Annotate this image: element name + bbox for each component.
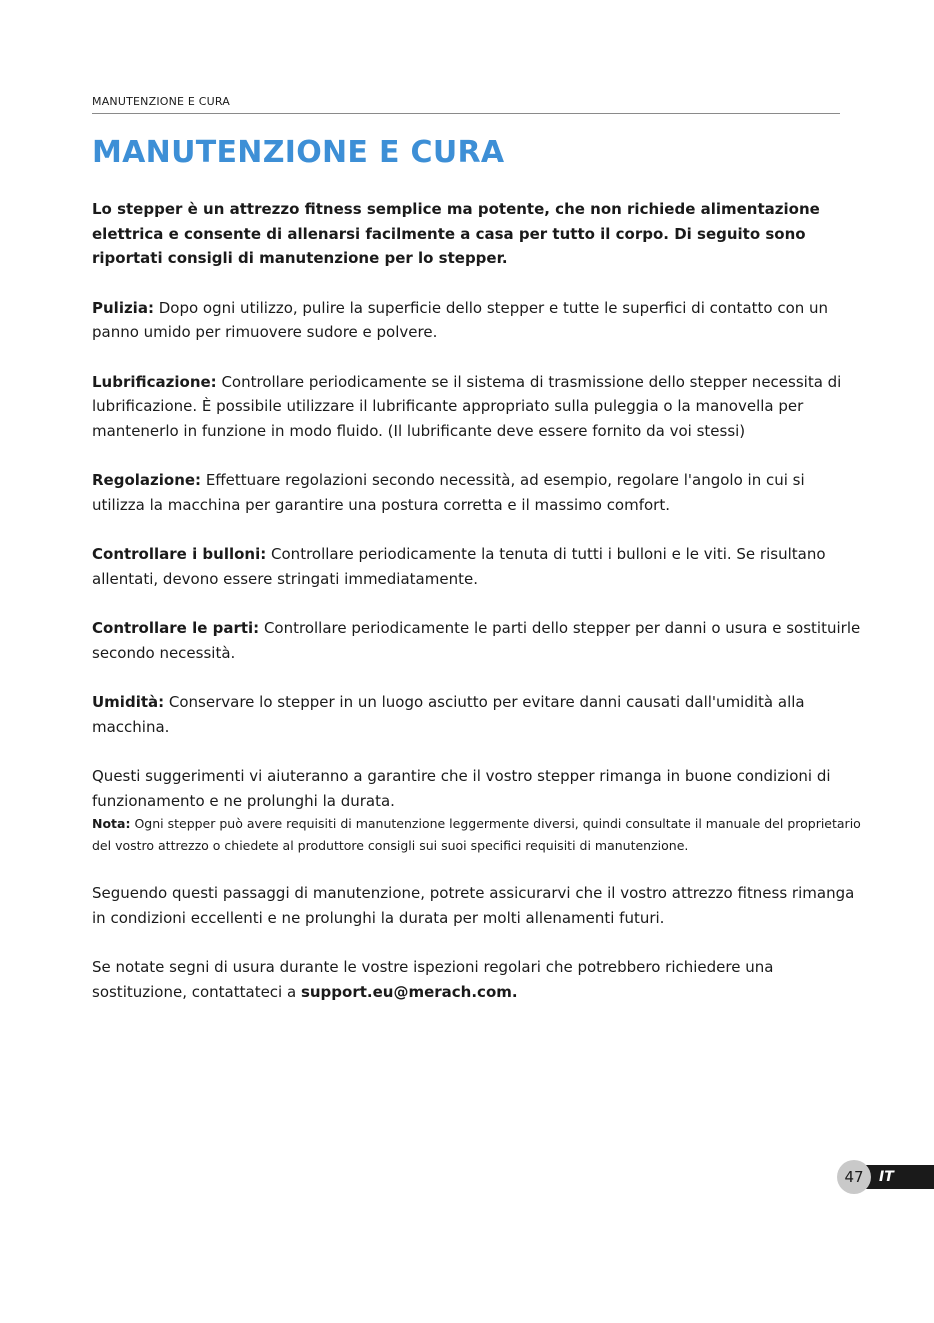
language-tab: IT xyxy=(866,1165,934,1189)
section-text: Controllare periodicamente se il sistema di trasmissione dello stepper necessita di lubrificazione. È possibile utilizzare il lubrificante appropriato sulla puleggia o la manovella per mantenerlo in funzione in modo fluido. (Il lubrificante deve essere fornito da voi stessi) xyxy=(92,372,842,440)
contact-text: Se notate segni di usura durante le vostre ispezioni regolari che potrebbero richiedere una sostituzione, contattateci a xyxy=(92,958,774,1001)
summary-paragraph: Questi suggerimenti vi aiuteranno a garantire che il vostro stepper rimanga in buone condizioni di funzionamento e ne prolunghi la durata. xyxy=(92,767,831,810)
section-adjustment xyxy=(92,468,862,517)
header-divider xyxy=(92,113,840,114)
section-label: Umidità: xyxy=(92,693,165,711)
section-text: Controllare periodicamente le parti dello stepper per danni o usura e sostituirle secondo necessità. xyxy=(92,619,861,662)
main-content xyxy=(92,197,862,1029)
section-label: Regolazione: xyxy=(92,471,202,489)
section-humidity xyxy=(92,690,862,739)
section-lubrication xyxy=(92,370,862,444)
section-text: Dopo ogni utilizzo, pulire la superficie dello stepper e tutte le superfici di contatto con un panno umido per rimuovere sudore e polvere. xyxy=(92,298,829,341)
section-label: Pulizia: xyxy=(92,298,154,317)
note-paragraph xyxy=(92,813,862,856)
section-label: Controllare le parti: xyxy=(92,619,260,637)
closing-paragraph: Seguendo questi passaggi di manutenzione, potrete assicurarvi che il vostro attrezzo fitness rimanga in condizioni eccellenti e ne prolunghi la durata per molti allenamenti futuri. xyxy=(92,884,855,927)
section-label: Controllare i bulloni: xyxy=(92,545,267,563)
intro-paragraph: Lo stepper è un attrezzo fitness semplice ma potente, che non richiede alimentazione elettrica e consente di allenarsi facilmente a casa per tutto il corpo. Di seguito sono riportati consigli di manutenzione per lo stepper. xyxy=(92,200,820,267)
contact-paragraph xyxy=(92,955,862,1004)
section-label: Lubrificazione: xyxy=(92,372,217,391)
section-cleaning xyxy=(92,296,862,345)
section-text: Controllare periodicamente la tenuta di tutti i bulloni e le viti. Se risultano allentati, devono essere stringati immediatamente. xyxy=(92,545,826,588)
running-header: MANUTENZIONE E CURA xyxy=(92,95,231,108)
note-label: Nota: xyxy=(92,816,131,831)
section-bolts xyxy=(92,542,862,591)
section-parts xyxy=(92,616,862,665)
page-number-badge: 47 xyxy=(837,1160,871,1194)
note-text: Ogni stepper può avere requisiti di manutenzione leggermente diversi, quindi consultate il manuale del proprietario del vostro attrezzo o chiedete al produttore consigli sui suoi specifici requisiti di manutenzione. xyxy=(92,816,861,853)
support-email-link[interactable]: support.eu@merach.com. xyxy=(300,982,518,1001)
section-text: Effettuare regolazioni secondo necessità, ad esempio, regolare l'angolo in cui si utilizza la macchina per garantire una postura corretta e il massimo comfort. xyxy=(92,471,805,514)
page-title: MANUTENZIONE E CURA xyxy=(92,135,505,170)
section-text: Conservare lo stepper in un luogo asciutto per evitare danni causati dall'umidità alla macchina. xyxy=(92,693,805,736)
